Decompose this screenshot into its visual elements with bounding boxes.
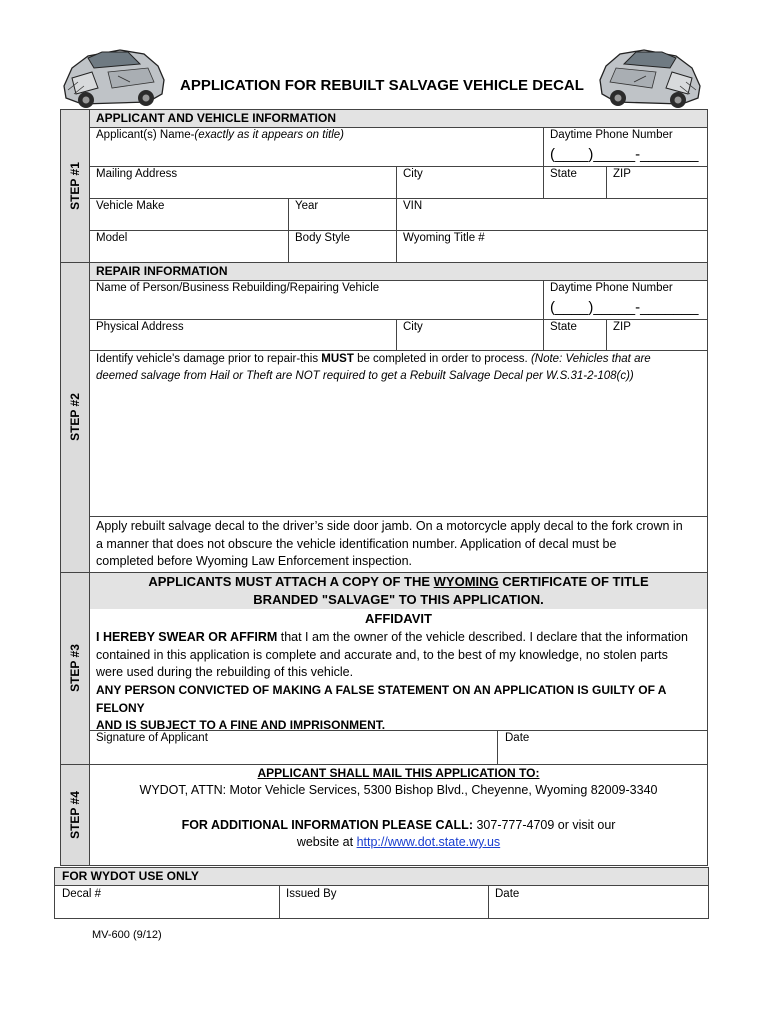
signature-date-field[interactable] — [498, 731, 707, 764]
physical-address-label: Physical Address — [96, 321, 184, 333]
affidavit-heading: AFFIDAVIT — [365, 611, 432, 626]
damage-instructions: Identify vehicle's damage prior to repair-this MUST be completed in order to process. (Note: Vehicles that are deemed salvage from Hail or Theft are NOT required to get a Rebuilt Salvage Decal per W.S.31-2-108(c)) — [96, 353, 651, 382]
step-3-label: STEP #3 — [68, 644, 82, 692]
mailing-address-label: Mailing Address — [96, 168, 178, 180]
wrecked-car-illustration-right — [594, 42, 706, 112]
decal-number-label: Decal # — [62, 888, 101, 900]
felony-warning: ANY PERSON CONVICTED OF MAKING A FALSE STATEMENT ON AN APPLICATION IS GUILTY OF A FELONY AND IS SUBJECT TO A FINE AND IMPRISONMENT. — [96, 683, 667, 732]
model-label: Model — [96, 232, 128, 244]
step-4-label: STEP #4 — [68, 791, 82, 839]
repair-phone-field[interactable]: (____)_____-_______ — [550, 299, 699, 316]
signature-label: Signature of Applicant — [96, 732, 208, 744]
form-title: APPLICATION FOR REBUILT SALVAGE VEHICLE DECAL — [180, 77, 584, 94]
attach-title-notice: APPLICANTS MUST ATTACH A COPY OF THE WYOMING CERTIFICATE OF TITLE BRANDED "SALVAGE" TO THIS APPLICATION. — [148, 574, 649, 607]
year-label: Year — [295, 200, 319, 212]
damage-description-area[interactable] — [90, 388, 707, 516]
vehicle-make-label: Vehicle Make — [96, 200, 165, 212]
signature-date-label: Date — [505, 732, 530, 744]
step-2-label: STEP #2 — [68, 393, 82, 441]
wydot-heading: FOR WYDOT USE ONLY — [62, 869, 199, 883]
decal-placement-instructions: Apply rebuilt salvage decal to the driver’s side door jamb. On a motorcycle apply decal to the fork crown in a manner that does not obscure the vehicle identification number. Application of decal must be completed before Wyoming Law Enforcement inspection. — [96, 519, 683, 568]
website-link[interactable]: http://www.dot.state.wy.us — [356, 835, 501, 849]
city-label: City — [403, 168, 423, 180]
mail-heading: APPLICANT SHALL MAIL THIS APPLICATION TO: — [257, 766, 540, 780]
additional-info: FOR ADDITIONAL INFORMATION PLEASE CALL: 307-777-4709 or visit our — [181, 818, 616, 832]
wydot-date-label: Date — [495, 888, 520, 900]
issued-by-label: Issued By — [286, 888, 337, 900]
wyoming-title-label: Wyoming Title # — [403, 232, 485, 244]
affidavit-statement: I HEREBY SWEAR OR AFFIRM that I am the owner of the vehicle described. I declare that the information contained in this application is complete and accurate and, to the best of my knowledge, no stolen parts were used during the rebuilding of this vehicle. — [96, 630, 688, 679]
step-1-label: STEP #1 — [68, 162, 82, 210]
vin-label: VIN — [403, 200, 423, 212]
section2-heading: REPAIR INFORMATION — [96, 264, 228, 278]
repairer-name-label: Name of Person/Business Rebuilding/Repairing Vehicle — [96, 282, 380, 294]
repair-zip-label: ZIP — [613, 321, 631, 333]
daytime-phone-field[interactable]: (____)_____-_______ — [550, 146, 699, 163]
applicant-name-note: (exactly as it appears on title) — [194, 129, 344, 141]
mailing-address: WYDOT, ATTN: Motor Vehicle Services, 5300 Bishop Blvd., Cheyenne, Wyoming 82009-3340 — [139, 783, 658, 797]
repair-state-label: State — [550, 321, 577, 333]
website-line: website at http://www.dot.state.wy.us — [296, 835, 501, 849]
form-number: MV-600 (9/12) — [92, 929, 162, 941]
daytime-phone-label: Daytime Phone Number — [550, 129, 673, 141]
applicant-name-label: Applicant(s) Name- — [96, 129, 195, 141]
state-label: State — [550, 168, 577, 180]
wrecked-car-illustration-left — [58, 42, 170, 112]
repair-phone-label: Daytime Phone Number — [550, 282, 673, 294]
repair-city-label: City — [403, 321, 423, 333]
zip-label: ZIP — [613, 168, 631, 180]
body-style-label: Body Style — [295, 232, 350, 244]
section1-heading: APPLICANT AND VEHICLE INFORMATION — [96, 111, 336, 125]
